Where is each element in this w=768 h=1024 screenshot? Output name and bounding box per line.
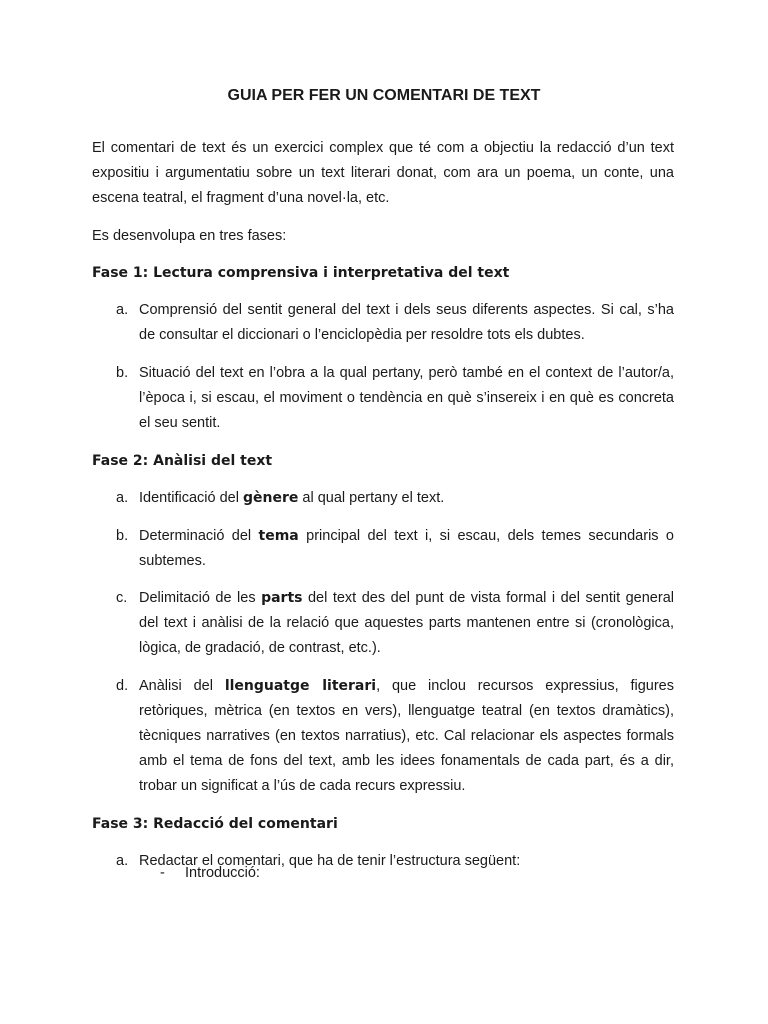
- list-item: [92, 524, 674, 574]
- list-item: [92, 674, 674, 799]
- keyword-parts: parts: [261, 590, 303, 606]
- list-item-text: [139, 586, 674, 661]
- list-item-text: Comprensió del sentit general del text i dels seus diferents aspectes. Si cal, s’ha de consultar el diccionari o l’enciclopèdia per resoldre tots els dubtes.: [139, 302, 674, 343]
- item-text-part: del text des del punt de vista formal i del sentit general del text i anàlisi de la relació que aquestes parts mantenen entre si (cronològica, lògica, de gradació, de contrast, etc.).: [139, 590, 674, 656]
- list-marker: d.: [116, 678, 129, 694]
- list-marker: a.: [116, 490, 129, 506]
- list-item-text: Situació del text en l’obra a la qual pertany, però també en el context de l’autor/a, l’època i, si escau, el moviment o tendència en què s’insereix i en què es concreta el seu sentit.: [139, 365, 674, 431]
- document-title: GUIA PER FER UN COMENTARI DE TEXT: [227, 87, 541, 104]
- sub-list-item-text: Introducció:: [185, 865, 260, 881]
- list-marker: b.: [116, 365, 129, 381]
- phase2-heading: Fase 2: Anàlisi del text: [92, 453, 273, 469]
- phases-intro: Es desenvolupa en tres fases:: [92, 228, 287, 244]
- item-text-part: Delimitació de les: [139, 590, 262, 606]
- keyword-genere: gènere: [242, 490, 299, 506]
- intro-paragraph: El comentari de text és un exercici complex que té com a objectiu la redacció d’un text expositiu i argumentatiu sobre un text literari donat, com ara un poema, un conte, una escena teatral, el fragment d’una novel·la, etc.: [92, 140, 674, 206]
- sub-list-marker: -: [160, 865, 165, 881]
- item-text-part: Identificació del: [139, 490, 243, 506]
- list-item: [92, 298, 674, 348]
- list-item-text: [139, 674, 674, 799]
- list-item-text: Redactar el comentari, que ha de tenir l’estructura següent:: [139, 853, 521, 869]
- sub-list-item: [160, 861, 260, 886]
- list-marker: a.: [116, 853, 129, 869]
- list-item: [92, 586, 674, 661]
- list-item: [92, 486, 674, 511]
- list-marker: a.: [116, 302, 129, 318]
- phase3-heading: Fase 3: Redacció del comentari: [92, 816, 338, 832]
- item-text-part: al qual pertany el text.: [298, 490, 445, 506]
- keyword-llenguatge-literari: llenguatge literari: [224, 678, 377, 694]
- list-item-text: [139, 486, 674, 511]
- list-marker: b.: [116, 528, 129, 544]
- phase1-heading: Fase 1: Lectura comprensiva i interpretativa del text: [92, 265, 510, 281]
- list-item: [92, 361, 674, 436]
- item-text-part: , que inclou recursos expressius, figures retòriques, mètrica (en textos en vers), llenguatge teatral (en textos dramàtics), tècniques narratives (en textos narratius), etc. Cal relacionar els aspectes formals amb el tema de fons del text, amb les idees fonamentals de cada part, és a dir, trobar un significat a l’ús de cada recurs expressiu.: [139, 678, 674, 794]
- list-marker: c.: [116, 590, 128, 606]
- item-text-part: principal del text i, si escau, dels temes secundaris o subtemes.: [139, 528, 674, 569]
- keyword-tema: tema: [258, 528, 299, 544]
- item-text-part: Determinació del: [139, 528, 259, 544]
- item-text-part: Anàlisi del: [139, 678, 225, 694]
- list-item-text: [139, 524, 674, 574]
